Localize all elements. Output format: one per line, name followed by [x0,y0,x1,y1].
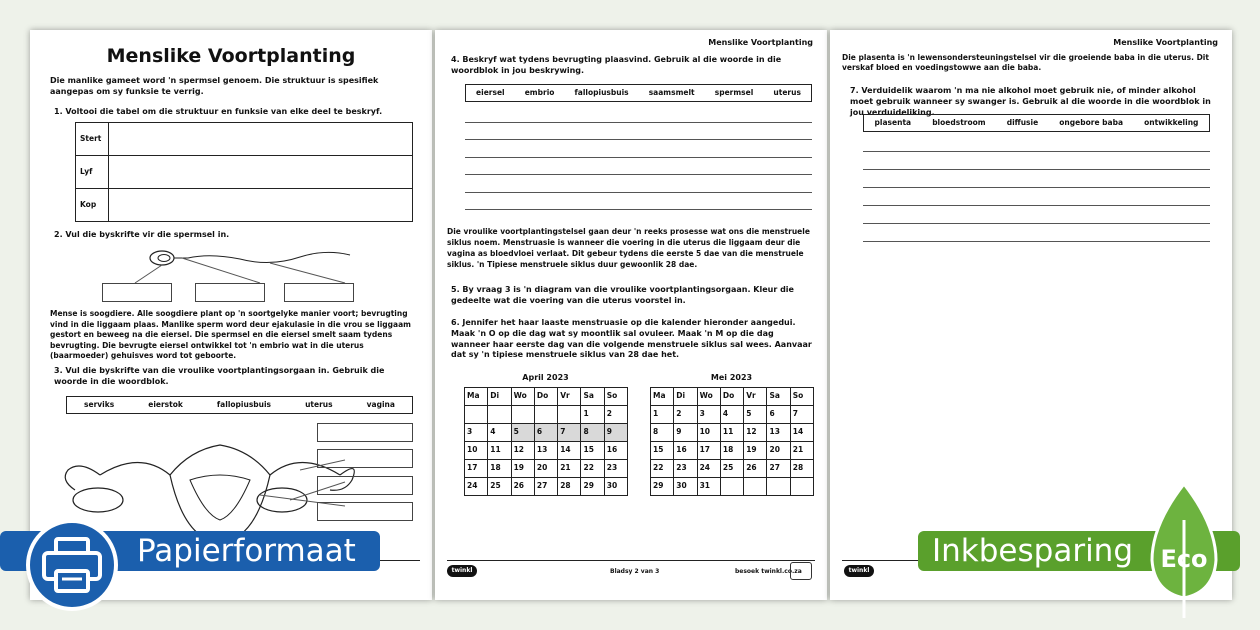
word: eierstok [148,399,183,409]
calendar-day[interactable]: 14 [790,424,813,442]
footer-divider [447,560,815,561]
weekday-header: Wo [697,388,720,406]
calendar-day[interactable]: 5 [744,406,767,424]
calendar-day[interactable]: 23 [604,460,627,478]
weekday-header: Wo [511,388,534,406]
word-bank [465,84,812,102]
calendar-day[interactable]: 20 [534,460,557,478]
calendar-day[interactable]: 14 [558,442,581,460]
word: diffusie [1006,117,1039,127]
calendar-day[interactable]: 10 [465,442,488,460]
row-label: Stert [76,123,109,156]
calendar-day[interactable]: 28 [558,478,581,496]
question-2: 2. Vul die byskrifte vir die spermsel in. [54,230,230,239]
calendar-april [464,387,628,496]
calendar-day[interactable]: 10 [697,424,720,442]
calendar-day[interactable] [720,478,743,496]
calendar-day[interactable]: 11 [488,442,511,460]
eco-label: Eco [1160,545,1208,573]
calendar-day[interactable] [558,406,581,424]
calendar-day[interactable] [744,478,767,496]
calendar-day[interactable]: 5 [511,424,534,442]
organ-label-box[interactable] [317,476,413,495]
calendar-day[interactable]: 7 [790,406,813,424]
calendar-day[interactable]: 2 [604,406,627,424]
answer-lines[interactable] [465,105,812,210]
quality-badge-icon [790,562,812,580]
calendar-day[interactable]: 15 [581,442,604,460]
paper-size-label: Papierformaat [137,533,356,569]
weekday-header: Sa [581,388,604,406]
calendar-day[interactable]: 27 [534,478,557,496]
calendar-day[interactable]: 18 [720,442,743,460]
worksheet-page-1 [30,30,432,600]
word-bank [66,396,413,414]
weekday-header: Ma [465,388,488,406]
weekday-header: So [604,388,627,406]
organ-label-box[interactable] [317,449,413,468]
row-label: Kop [76,189,109,222]
calendar-day[interactable] [790,478,813,496]
calendar-day[interactable]: 20 [767,442,790,460]
footer-url: besoek twinkl.co.za [735,568,802,575]
word: spermsel [714,87,754,97]
calendar-day[interactable]: 15 [651,442,674,460]
calendar-day[interactable]: 1 [581,406,604,424]
calendar-day[interactable]: 11 [720,424,743,442]
answer-cell[interactable] [109,156,413,189]
calendar-day[interactable]: 16 [674,442,697,460]
calendar-day[interactable]: 19 [744,442,767,460]
answer-lines[interactable] [863,134,1210,242]
calendar-day[interactable]: 9 [674,424,697,442]
word: plasenta [874,117,912,127]
calendar-day[interactable]: 24 [465,478,488,496]
organ-label-box[interactable] [317,423,413,442]
calendar-mei [650,387,814,496]
calendar-day[interactable]: 25 [720,460,743,478]
mammal-paragraph: Mense is soogdiere. Alle soogdiere plant op 'n soortgelyke manier voort; bevrugting vind in die liggaam plaas. Manlike sperm word deur ejakulasie in die vrou se liggaam gestort en beweeg na die eiersel. Die spermsel en die eiersel smelt saam tydens bevrugting. Die bevrugte eiersel ontwikkel tot 'n embrio wat in die uterus (baarmoeder) gehuisves word tot geboorte. [50,309,411,360]
question-1: 1. Voltooi die tabel om die struktuur en funksie van elke deel te beskryf. [54,107,383,116]
structure-table [75,122,413,222]
calendar-day[interactable]: 21 [790,442,813,460]
calendar-day[interactable]: 12 [511,442,534,460]
calendar-day[interactable]: 22 [581,460,604,478]
weekday-header: Do [720,388,743,406]
calendar-day[interactable]: 8 [651,424,674,442]
calendar-day[interactable]: 30 [604,478,627,496]
calendar-title-april: April 2023 [522,373,569,382]
calendar-day[interactable]: 22 [651,460,674,478]
twinkl-logo: twinkl [844,565,874,577]
question-3: 3. Vul die byskrifte van die vroulike voortplantingsorgaan in. Gebruik die woorde in die woordblok. [54,366,385,386]
calendar-day[interactable]: 26 [511,478,534,496]
calendar-day[interactable]: 16 [604,442,627,460]
page-header: Menslike Voortplanting [708,38,813,47]
calendar-day[interactable]: 7 [558,424,581,442]
calendar-day[interactable]: 18 [488,460,511,478]
calendar-day[interactable]: 28 [790,460,813,478]
calendar-day[interactable]: 19 [511,460,534,478]
intro-text: Die manlike gameet word 'n spermsel genoem. Die struktuur is spesifiek aangepas om sy funksie te verrig. [50,76,379,96]
word: vagina [366,399,395,409]
calendar-day[interactable]: 9 [604,424,627,442]
calendar-day[interactable]: 6 [767,406,790,424]
calendar-day[interactable] [511,406,534,424]
calendar-day[interactable]: 29 [581,478,604,496]
sperm-label-box[interactable] [195,283,265,302]
calendar-day[interactable]: 21 [558,460,581,478]
weekday-header: So [790,388,813,406]
calendar-day[interactable] [465,406,488,424]
question-6: 6. Jennifer het haar laaste menstruasie op die kalender hieronder aangedui. Maak 'n O op die dag wat sy moontlik sal ovuleer. Maak 'n M op die dag wanneer haar eerste dag van die volgende menstruele siklus sal wees. Aanvaar dat sy 'n tipiese menstruele siklus van 28 dae het. [451,318,812,360]
row-label: Lyf [76,156,109,189]
calendar-day[interactable] [488,406,511,424]
weekday-header: Vr [558,388,581,406]
word: uterus [773,87,801,97]
calendar-day[interactable]: 27 [767,460,790,478]
printer-icon [26,519,118,611]
answer-cell[interactable] [109,189,413,222]
calendar-day[interactable]: 3 [697,406,720,424]
word: uterus [305,399,333,409]
word: fallopiusbuis [574,87,629,97]
placenta-text: Die plasenta is 'n lewensondersteuningstelsel vir die groeiende baba in die uterus. Dit verskaf bloed en voedingstowwe aan die baba. [842,53,1209,73]
calendar-day[interactable]: 25 [488,478,511,496]
worksheet-page-2 [435,30,827,600]
calendar-day[interactable]: 29 [651,478,674,496]
page-header: Menslike Voortplanting [1113,38,1218,47]
word: ongebore baba [1059,117,1124,127]
calendar-day[interactable]: 24 [697,460,720,478]
weekday-header: Sa [767,388,790,406]
calendar-day[interactable]: 17 [697,442,720,460]
sperm-label-box[interactable] [284,283,354,302]
calendar-day[interactable]: 13 [767,424,790,442]
sperm-label-box[interactable] [102,283,172,302]
word: bloedstroom [932,117,986,127]
word: saamsmelt [648,87,695,97]
weekday-header: Di [488,388,511,406]
word-bank [863,114,1210,132]
calendar-day[interactable]: 4 [488,424,511,442]
question-7: 7. Verduidelik waarom 'n ma nie alkohol moet gebruik nie, of minder alkohol moet gebruik wanneer sy swanger is. Gebruik al die woorde in die woordblok in jou verduideliking. [850,86,1211,117]
calendar-day[interactable] [767,478,790,496]
question-4: 4. Beskryf wat tydens bevrugting plaasvind. Gebruik al die woorde in die woordblok in jou beskrywing. [451,55,782,75]
question-5: 5. By vraag 3 is 'n diagram van die vroulike voortplantingsorgaan. Kleur die gedeelte wat die voering van die uterus voorstel in. [451,285,794,305]
calendar-day[interactable]: 26 [744,460,767,478]
answer-cell[interactable] [109,123,413,156]
calendar-day[interactable]: 23 [674,460,697,478]
calendar-day[interactable]: 4 [720,406,743,424]
calendar-day[interactable]: 3 [465,424,488,442]
organ-label-box[interactable] [317,502,413,521]
calendar-title-mei: Mei 2023 [710,373,753,382]
word: ontwikkeling [1144,117,1199,127]
page-number: Bladsy 2 van 3 [610,568,660,575]
calendar-day[interactable] [534,406,557,424]
calendar-day[interactable]: 2 [674,406,697,424]
page-title: Menslike Voortplanting [106,45,356,67]
word: embrio [524,87,555,97]
ink-saving-label: Inkbesparing [932,533,1134,569]
calendar-day[interactable]: 8 [581,424,604,442]
calendar-day[interactable]: 30 [674,478,697,496]
twinkl-logo: twinkl [447,565,477,577]
calendar-day[interactable]: 17 [465,460,488,478]
calendar-day[interactable]: 1 [651,406,674,424]
word: fallopiusbuis [216,399,272,409]
calendar-day[interactable]: 31 [697,478,720,496]
word: serviks [84,399,115,409]
weekday-header: Do [534,388,557,406]
cycle-paragraph: Die vroulike voortplantingstelsel gaan deur 'n reeks prosesse wat ons die menstruele siklus noem. Menstruasie is wanneer die voering in die uterus die liggaam deur die vagina as bloedvloei verlaat. Dit gebeur tydens die eerste 5 dae van die menstruele siklus. 'n Tipiese menstruele siklus duur gewoonlik 28 dae. [447,227,810,269]
calendar-day[interactable]: 13 [534,442,557,460]
calendar-day[interactable]: 12 [744,424,767,442]
weekday-header: Ma [651,388,674,406]
weekday-header: Vr [744,388,767,406]
word: eiersel [476,87,505,97]
calendar-day[interactable]: 6 [534,424,557,442]
weekday-header: Di [674,388,697,406]
